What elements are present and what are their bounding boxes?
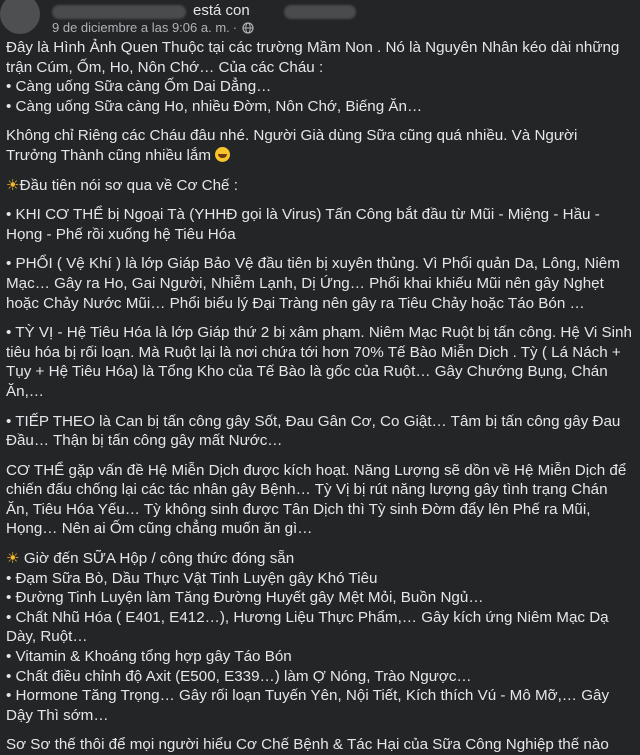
sun-icon: ☀ [6, 550, 20, 568]
meta-separator: · [232, 20, 238, 35]
mechanism-item: • TIẾP THEO là Can bị tấn công gây Sốt, Đau Gân Cơ, Co Giật… Tâm bị tấn công gây Đau Đầu… Thận bị tấn công gây mất Nước… [6, 412, 621, 450]
milk-item: • Vitamin & Khoáng tổng hợp gây Táo Bón [6, 648, 292, 666]
author-name-redacted[interactable] [52, 5, 186, 19]
status-text: está con [193, 2, 250, 19]
globe-icon [242, 22, 254, 34]
tagged-names-redacted[interactable] [284, 5, 356, 19]
mechanism-item: • KHI CƠ THỂ bị Ngoại Tà (YHHĐ gọi là Virus) Tấn Công bắt đầu từ Mũi - Miệng - Hầu - Họng - Phế rồi xuống hệ Tiêu Hóa [6, 206, 600, 243]
milk-item: • Chất Nhũ Hóa ( E401, E412…), Hương Liệu Thực Phẩm,… Gây kích ứng Niêm Mạc Dạ Dày, Ruột… [6, 608, 609, 646]
mechanism-item: • PHỔI ( Vệ Khí ) là lớp Giáp Bảo Vệ đầu tiên bị xuyên thủng. Vì Phổi quản Da, Lông, Niêm Mạc… Gây ra Ho, Gai Người, Nhiễm Lạnh, Dị Ứng… Phổi khai khiếu Mũi nên gây Nghẹt hoặc Chảy Nước Mũi… Phổi biểu lý Đại Tràng nên gây ra Tiêu Chảy hoặc Táo Bón … [6, 255, 620, 312]
milk-heading: ☀ Giờ đến SỮA Hộp / công thức đóng sẵn [6, 550, 295, 568]
intro-bullet: • Càng uống Sữa càng Ốm Dai Dẳng… [6, 78, 272, 96]
closing-paragraph: Sơ Sơ thế thôi để mọi người hiểu Cơ Chế Bệnh & Tác Hại của Sữa Công Nghiệp thế nào [6, 736, 609, 754]
intro-paragraph: Đây là Hình Ảnh Quen Thuộc tại các trường Mầm Non . Nó là Nguyên Nhân kéo dài những trận Cúm, Ốm, Ho, Nôn Chớ… Của các Cháu : [6, 39, 620, 76]
milk-item: • Đường Tinh Luyện làm Tăng Đường Huyết gây Mệt Mỏi, Buồn Ngủ… [6, 589, 484, 607]
author-avatar[interactable] [0, 0, 40, 34]
post-meta [52, 20, 254, 35]
sun-icon: ☀ [6, 176, 20, 194]
milk-item: • Hormone Tăng Trọng… Gây rối loạn Tuyến Yên, Nội Tiết, Kích thích Vú - Mô Mỡ,… Gây Dậy Thì sớm… [6, 687, 610, 724]
post-body [0, 38, 640, 755]
mechanism-heading: ☀Đầu tiên nói sơ qua về Cơ Chế : [6, 176, 238, 194]
milk-item: • Đạm Sữa Bò, Dầu Thực Vật Tinh Luyện gây Khó Tiêu [6, 569, 378, 587]
intro-bullet: • Càng uống Sữa càng Ho, nhiều Đờm, Nôn Chớ, Biếng Ăn… [6, 97, 423, 115]
mechanism-item: • TỲ VỊ - Hệ Tiêu Hóa là lớp Giáp thứ 2 bị xâm phạm. Niêm Mạc Ruột bị tấn công. Hệ Vi Sinh tiêu hóa bị rối loạn. Mà Ruột lại là nơi chứa tới hơn 70% Tế Bào Miễn Dịch . Tỳ ( Lá Nách + Tụy + Hệ Tiêu Hóa) là Tổng Kho của Tế Bào là gốc của Ruột… Gây Chướng Bụng, Chán Ăn,… [6, 324, 632, 400]
milk-item: • Chất điều chỉnh độ Axit (E500, E339…) làm Ợ Nóng, Trào Ngược… [6, 667, 472, 685]
post-timestamp[interactable]: 9 de diciembre a las 9:06 a. m. [52, 20, 230, 35]
laughing-emoji-icon [215, 147, 230, 162]
immune-paragraph: CƠ THỂ gặp vấn đề Hệ Miễn Dịch được kích hoạt. Năng Lượng sẽ dồn về Hệ Miễn Dịch để chiến đấu chống lại các tác nhân gây Bệnh… Tỳ Vị bị rút năng lượng gây tình trạng Chán Ăn, Tiêu Hóa Yếu… Tỳ không sinh được Tân Dịch thì Tỳ sinh Đờm đẩy lên Phế ra Mũi, Họng… Nên ai Ốm cũng chẳng muốn ăn gì… [6, 461, 627, 538]
post-header [0, 0, 640, 38]
note-paragraph: Không chỉ Riêng các Cháu đâu nhé. Người Già dùng Sữa cũng quá nhiều. Và Người Trưởng Thành cũng nhiều lắm [6, 127, 578, 164]
